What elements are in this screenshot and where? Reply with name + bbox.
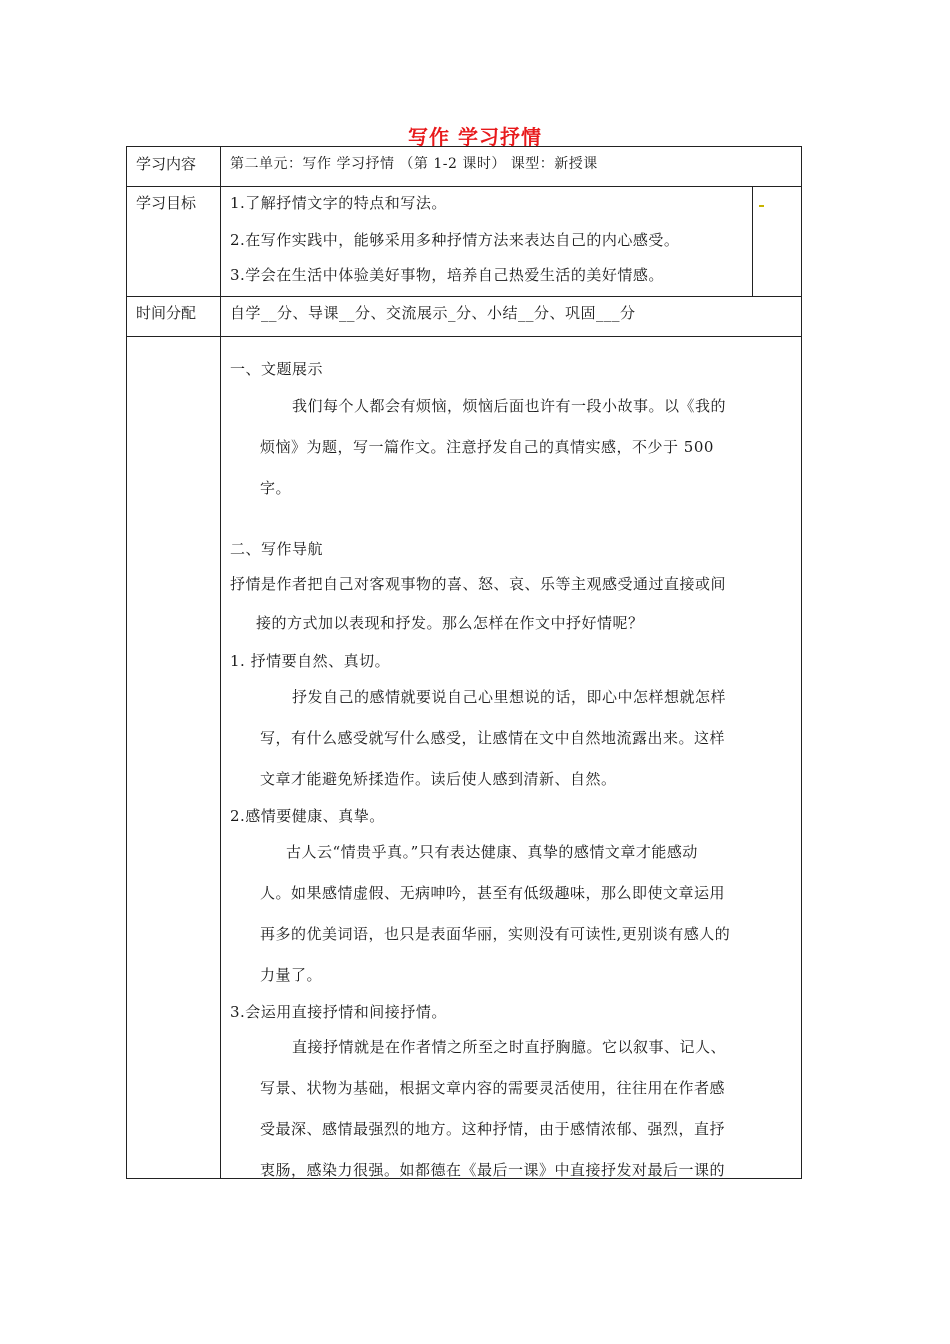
- point-heading: 2.感情要健康、真挚。: [230, 807, 385, 825]
- prompt-line: 我们每个人都会有烦恼，烦恼后面也许有一段小故事。以《我的: [292, 397, 727, 415]
- time-value: 自学__分、导课__分、交流展示_分、小结__分、巩固___分: [230, 304, 636, 322]
- prompt-line: 烦恼》为题，写一篇作文。注意抒发自己的真情实感，不少于 500: [260, 438, 714, 456]
- page-title: 写作 学习抒情: [408, 125, 542, 149]
- goal-item: 3.学会在生活中体验美好事物，培养自己热爱生活的美好情感。: [230, 266, 664, 284]
- row-divider: [126, 296, 802, 297]
- point-line: 写景、状物为基础，根据文章内容的需要灵活使用，往往用在作者感: [260, 1079, 726, 1097]
- point-line: 人。如果感情虚假、无病呻吟，甚至有低级趣味，那么即使文章运用: [260, 884, 726, 902]
- annotation-mark: [759, 205, 764, 207]
- point-line: 文章才能避免矫揉造作。读后使人感到清新、自然。: [260, 770, 617, 788]
- lesson-table: [126, 146, 802, 1179]
- row-divider: [126, 336, 802, 337]
- prompt-line: 字。: [260, 479, 292, 497]
- goals-side-divider: [752, 186, 753, 296]
- goal-item: 2.在写作实践中，能够采用多种抒情方法来表达自己的内心感受。: [230, 231, 680, 249]
- point-line: 直接抒情就是在作者情之所至之时直抒胸臆。它以叙事、记人、: [292, 1038, 727, 1056]
- intro-line: 抒情是作者把自己对客观事物的喜、怒、哀、乐等主观感受通过直接或间: [230, 575, 727, 593]
- goal-item: 1.了解抒情文字的特点和写法。: [230, 194, 447, 212]
- point-line: 衷肠，感染力很强。如都德在《最后一课》中直接抒发对最后一课的: [260, 1161, 726, 1179]
- intro-line: 接的方式加以表现和抒发。那么怎样在作文中抒好情呢？: [256, 614, 644, 632]
- point-line: 写，有什么感受就写什么感受，让感情在文中自然地流露出来。这样: [260, 729, 726, 747]
- point-line: 力量了。: [260, 966, 323, 984]
- point-line: 受最深、感情最强烈的地方。这种抒情，由于感情浓郁、强烈，直抒: [260, 1120, 726, 1138]
- column-divider: [220, 146, 221, 1179]
- section-heading: 一、文题展示: [230, 360, 324, 378]
- point-heading: 1. 抒情要自然、真切。: [230, 652, 391, 670]
- section-heading: 二、写作导航: [230, 540, 324, 558]
- point-line: 再多的优美词语，也只是表面华丽，实则没有可读性,更别谈有感人的: [260, 925, 731, 943]
- point-heading: 3.会运用直接抒情和间接抒情。: [230, 1003, 447, 1021]
- row-divider: [126, 186, 802, 187]
- goals-label: 学习目标: [136, 194, 197, 212]
- content-label: 学习内容: [136, 155, 197, 173]
- time-label: 时间分配: [136, 304, 197, 322]
- content-value: 第二单元：写作 学习抒情 （第 1-2 课时） 课型：新授课: [230, 156, 598, 172]
- point-line: 古人云“情贵乎真。”只有表达健康、真挚的感情文章才能感动: [286, 843, 698, 861]
- point-line: 抒发自己的感情就要说自己心里想说的话，即心中怎样想就怎样: [292, 688, 727, 706]
